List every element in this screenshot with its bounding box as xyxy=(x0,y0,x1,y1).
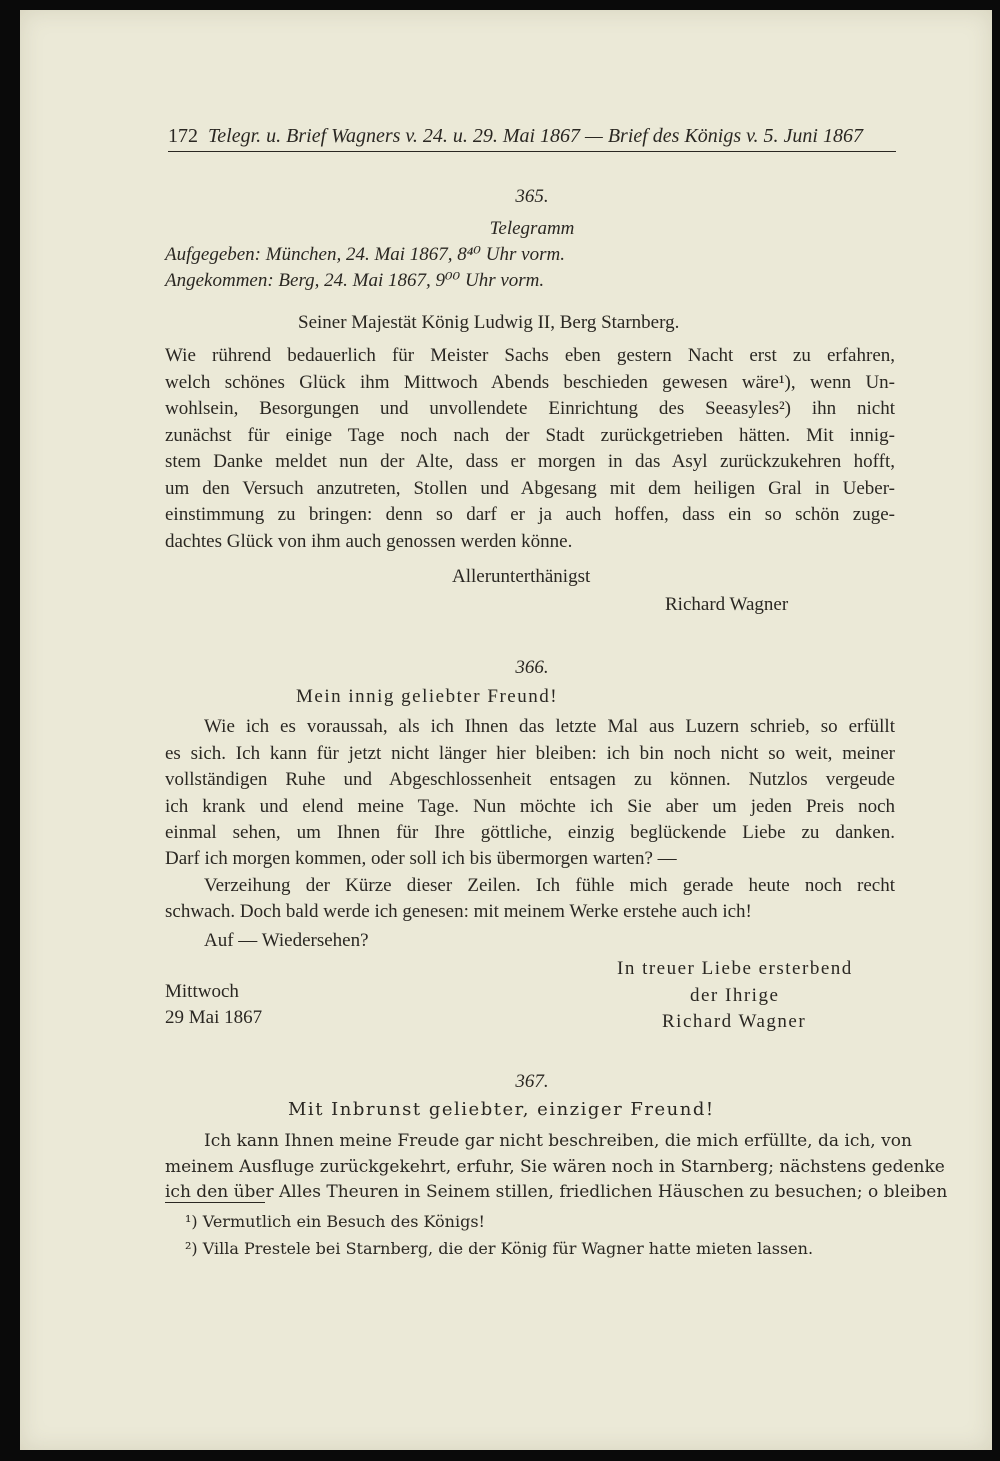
running-title: Telegr. u. Brief Wagners v. 24. u. 29. Mai 1867 — Brief des Königs v. 5. Juni 1867 xyxy=(208,125,863,147)
letter-number-367: 367. xyxy=(515,1071,549,1092)
body-line: wohlsein, Besorgungen und unvollendete Einrichtung des Seeasyles²) ihn nicht xyxy=(165,398,895,419)
footnote: ¹) Vermutlich ein Besuch des Königs! xyxy=(185,1212,485,1231)
letter-closing: In treuer Liebe ersterbend xyxy=(617,958,853,979)
letter-closing: Allerunterthänigst xyxy=(452,566,591,587)
letter-number-365: 365. xyxy=(515,186,549,207)
body-line: Wie rührend bedauerlich für Meister Sachs eben gestern Nacht erst zu erfahren, xyxy=(165,345,895,366)
telegram-label: Telegramm xyxy=(489,218,575,239)
page-number: 172 xyxy=(168,125,198,147)
body-line: ich krank und elend meine Tage. Nun möchte ich Sie aber um jeden Preis noch xyxy=(165,796,895,817)
book-page xyxy=(20,10,992,1450)
body-line: einmal sehen, um Ihnen für Ihre göttliche, einzig beglückende Liebe zu danken. xyxy=(165,822,895,843)
salutation: Mein innig geliebter Freund! xyxy=(296,686,559,707)
body-line: Auf — Wiedersehen? xyxy=(204,930,369,951)
footnote: ²) Villa Prestele bei Starnberg, die der König für Wagner hatte mieten lassen. xyxy=(185,1239,814,1258)
telegram-received-line: Angekommen: Berg, 24. Mai 1867, 9⁰⁰ Uhr vorm. xyxy=(165,270,545,291)
body-line: es sich. Ich kann für jetzt nicht länger hier bleiben: ich bin noch nicht so weit, meiner xyxy=(165,743,895,764)
body-line: Wie ich es voraussah, als ich Ihnen das letzte Mal aus Luzern schrieb, so erfüllt xyxy=(204,716,895,737)
telegram-sent-line: Aufgegeben: München, 24. Mai 1867, 8⁴⁰ Uhr vorm. xyxy=(165,244,565,265)
body-line: Ich kann Ihnen meine Freude gar nicht beschreiben, die mich erfüllte, da ich, von xyxy=(204,1131,912,1151)
signature: Richard Wagner xyxy=(665,594,789,615)
body-line: welch schönes Glück ihm Mittwoch Abends beschieden gewesen wäre¹), wenn Un- xyxy=(165,372,895,393)
body-line: vollständigen Ruhe und Abgeschlossenheit entsagen zu können. Nutzlos vergeude xyxy=(165,769,895,790)
body-line: meinem Ausfluge zurückgekehrt, erfuhr, Sie wären noch in Starnberg; nächstens gedenke xyxy=(165,1157,945,1177)
signature: Richard Wagner xyxy=(662,1011,807,1032)
letter-weekday: Mittwoch xyxy=(165,981,239,1002)
body-line: stem Danke meldet nun der Alte, dass er morgen in das Asyl zurückzukehren hofft, xyxy=(165,451,895,472)
body-line: zunächst für einige Tage noch nach der Stadt zurückgetrieben hätten. Mit innig- xyxy=(165,425,895,446)
letter-number-366: 366. xyxy=(515,657,549,678)
salutation: Mit Inbrunst geliebter, einziger Freund! xyxy=(288,1099,715,1120)
body-line: ich den über Alles Theuren in Seinem stillen, friedlichen Häuschen zu besuchen; o bleiben xyxy=(165,1182,948,1202)
body-line: dachtes Glück von ihm auch genossen werden könne. xyxy=(165,531,573,552)
running-header xyxy=(168,124,896,152)
letter-date: 29 Mai 1867 xyxy=(165,1007,263,1028)
letter-closing-ihrige: der Ihrige xyxy=(690,985,780,1006)
body-line: Darf ich morgen kommen, oder soll ich bis übermorgen warten? — xyxy=(165,848,677,869)
body-line: um den Versuch anzutreten, Stollen und Abgesang mit dem heiligen Gral in Ueber- xyxy=(165,478,895,499)
body-line: einstimmung zu bringen: denn so darf er ja auch hoffen, dass ein so schön zuge- xyxy=(165,504,895,525)
footnote-rule xyxy=(165,1202,265,1203)
telegram-address: Seiner Majestät König Ludwig II, Berg Starnberg. xyxy=(298,312,680,333)
body-line: schwach. Doch bald werde ich genesen: mit meinem Werke erstehe auch ich! xyxy=(165,901,752,922)
body-line: Verzeihung der Kürze dieser Zeilen. Ich fühle mich gerade heute noch recht xyxy=(204,875,895,896)
